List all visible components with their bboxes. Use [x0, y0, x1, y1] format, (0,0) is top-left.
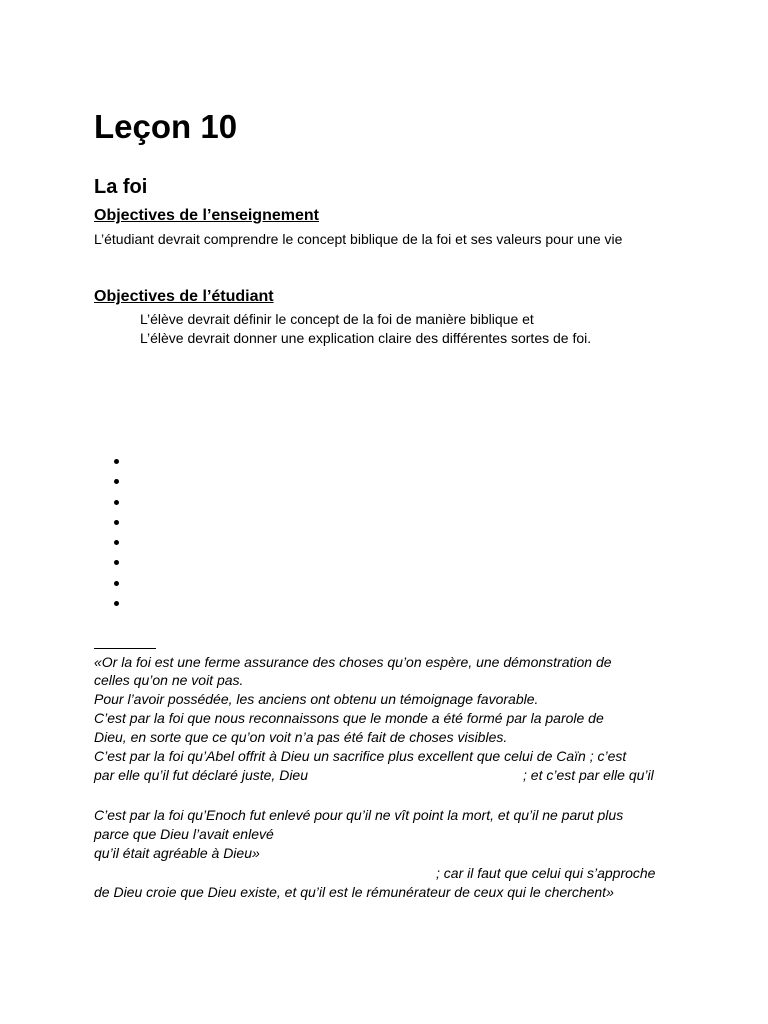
footnote-line: C’est par la foi que nous reconnaissons que le monde a été formé par la parole de — [94, 710, 604, 726]
student-objective-item: L’élève devrait définir le concept de la foi de manière biblique et — [140, 311, 534, 327]
footnote-line: Dieu, en sorte que ce qu’on voit n’a pas été fait de choses visibles. — [94, 729, 508, 745]
section-title: La foi — [94, 176, 148, 198]
footnote-line: C’est par la foi qu’Enoch fut enlevé pour qu’il ne vît point la mort, et qu’il ne parut plus — [94, 807, 624, 823]
footnote-line: ; car il faut que celui qui s’approche — [436, 865, 656, 881]
footnote-line: qu’il était agréable à Dieu» — [94, 845, 260, 861]
footnote-line: par elle qu’il fut déclaré juste, Dieu — [94, 767, 309, 783]
footnote-line: parce que Dieu l’avait enlevé — [94, 826, 274, 842]
footnote-line: «Or la foi est une ferme assurance des choses qu’on espère, une démonstration de — [94, 654, 612, 670]
teaching-objectives-text: L’étudiant devrait comprendre le concept biblique de la foi et ses valeurs pour une vie — [94, 231, 623, 247]
footnote-line: de Dieu croie que Dieu existe, et qu’il est le rémunérateur de ceux qui le cherchent» — [94, 884, 614, 900]
student-objectives-heading: Objectives de l’étudiant — [94, 288, 274, 305]
footnote-line: C’est par la foi qu’Abel offrit à Dieu un sacrifice plus excellent que celui de Caïn ; c’est — [94, 748, 627, 764]
teaching-objectives-heading: Objectives de l’enseignement — [94, 207, 319, 224]
footnote-line: Pour l’avoir possédée, les anciens ont obtenu un témoignage favorable. — [94, 691, 539, 707]
footnote-separator — [94, 648, 156, 649]
student-objective-item: L’élève devrait donner une explication claire des différentes sortes de foi. — [140, 330, 592, 346]
footnote-line: ; et c’est par elle qu’il — [523, 767, 654, 783]
lesson-title: Leçon 10 — [94, 108, 238, 145]
footnote-line: celles qu’on ne voit pas. — [94, 672, 244, 688]
